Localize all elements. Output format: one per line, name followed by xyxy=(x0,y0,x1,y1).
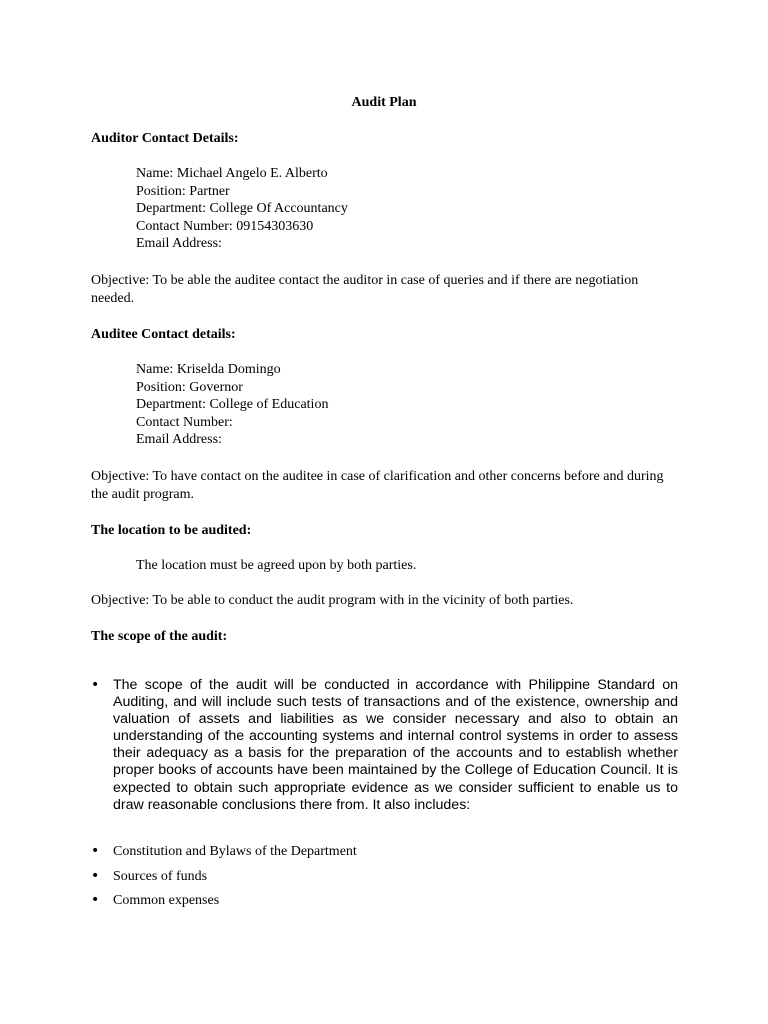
location-heading: The location to be audited: xyxy=(91,523,252,538)
bullet-icon: • xyxy=(91,892,100,908)
scope-bullet-text: The scope of the audit will be conducted in accordance with Philippine Standard on Auditing, and will include such tests of transactions and of the existence, ownership and valuation of assets and liabilities as we consider necessary and also to obtain an understanding of the accounting systems and internal control systems in order to assess their adequacy as a basis for the preparation of the accounts and to establish whether proper books of accounts have been maintained by the College of Education Council. It is expected to obtain such appropriate evidence as we consider sufficient to enable us to draw reasonable conclusions there from. It also includes: xyxy=(113,677,678,813)
scope-heading: The scope of the audit: xyxy=(91,629,228,644)
auditor-department: Department: College Of Accountancy xyxy=(136,201,348,217)
auditee-objective: Objective: To have contact on the auditee in case of clarification and other concerns before and during the audit program. xyxy=(91,469,664,502)
location-objective: Objective: To be able to conduct the audit program with in the vicinity of both parties. xyxy=(91,593,574,608)
auditor-details xyxy=(136,165,348,253)
bullet-icon: • xyxy=(91,677,100,693)
auditee-heading: Auditee Contact details: xyxy=(91,327,236,342)
auditee-department: Department: College of Education xyxy=(136,397,329,413)
bullet-icon: • xyxy=(91,843,100,859)
auditee-email: Email Address: xyxy=(136,432,222,448)
bullet-icon: • xyxy=(91,868,100,884)
scope-bullet-text: Sources of funds xyxy=(113,869,208,884)
auditee-details xyxy=(136,361,328,449)
auditee-contact-number: Contact Number: xyxy=(136,414,233,430)
auditor-name: Name: Michael Angelo E. Alberto xyxy=(136,166,328,181)
document-title: Audit Plan xyxy=(351,95,417,110)
auditor-heading: Auditor Contact Details: xyxy=(91,131,239,146)
scope-bullet-text: Common expenses xyxy=(113,893,220,908)
auditor-email: Email Address: xyxy=(136,236,222,252)
auditor-contact-number: Contact Number: 09154303630 xyxy=(136,218,314,234)
auditee-position: Position: Governor xyxy=(136,379,243,395)
scope-bullet-text: Constitution and Bylaws of the Department xyxy=(113,844,357,859)
auditor-position: Position: Partner xyxy=(136,183,230,199)
auditee-name: Name: Kriselda Domingo xyxy=(136,362,281,377)
auditor-objective: Objective: To be able the auditee contact the auditor in case of queries and if there are negotiation needed. xyxy=(91,273,639,306)
location-text: The location must be agreed upon by both parties. xyxy=(136,558,417,573)
